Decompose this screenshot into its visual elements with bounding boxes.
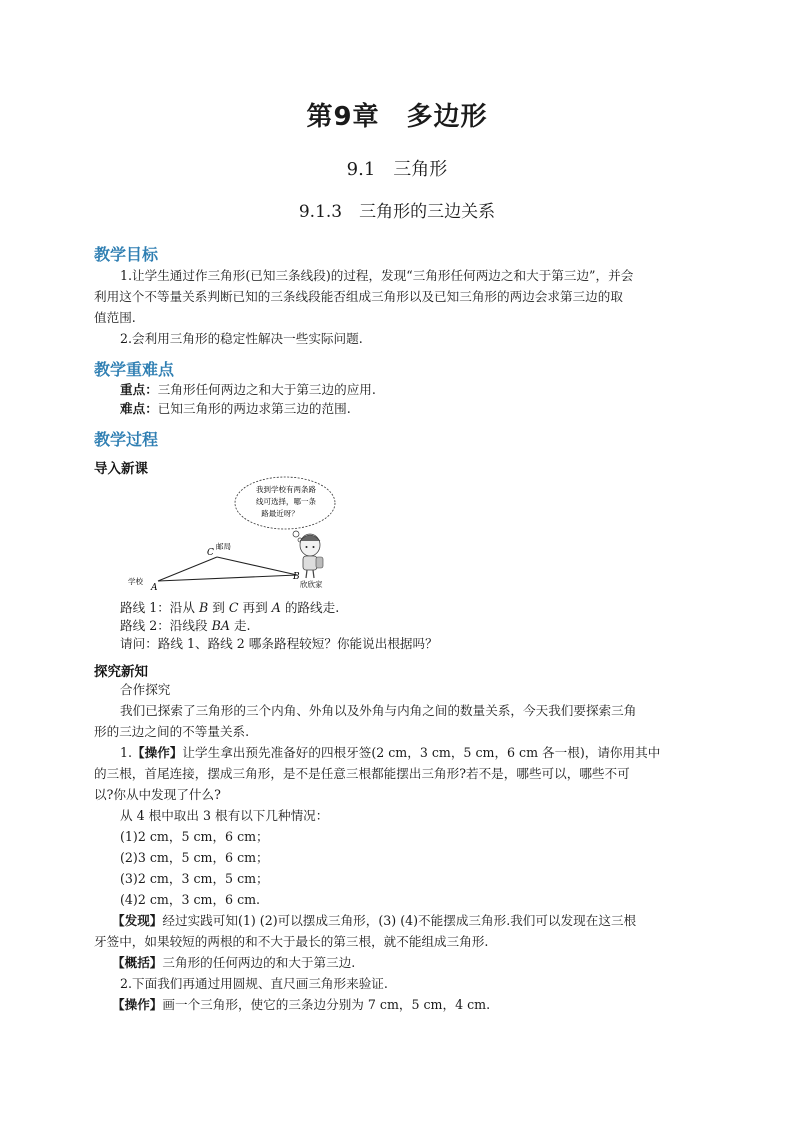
- point-B-place: 欣欣家: [300, 580, 323, 589]
- op2-line: [112, 994, 718, 1015]
- explore-heading: 探究新知: [94, 664, 148, 680]
- op1-number: 1.: [120, 745, 133, 760]
- cases-intro: 从 4 根中取出 3 根有以下几种情况：: [120, 808, 329, 823]
- point-A-label: A: [151, 583, 158, 593]
- discover-line2: 牙签中，如果较短的两根的和不大于最长的第三根，就不能组成三角形.: [94, 934, 489, 949]
- child-illustration: [300, 534, 323, 578]
- summary-tag: 【概括】: [112, 955, 163, 970]
- point-C-place: 邮局: [216, 542, 231, 551]
- route1-prefix: 路线 1：沿从: [120, 600, 199, 615]
- focus-line: [120, 379, 726, 400]
- difficulty-text: 已知三角形的两边求第三边的范围.: [157, 401, 351, 416]
- bubble-line2: 线可选择，哪一条: [256, 497, 316, 506]
- route2-prefix: 路线 2：沿线段: [120, 618, 212, 633]
- route2-suffix: 走.: [229, 618, 251, 633]
- key-points-heading: 教学重难点: [94, 360, 175, 379]
- p1-line2: 形的三边之间的不等量关系.: [94, 724, 250, 739]
- subsection-title: 9.1.3 三角形的三边关系: [298, 202, 496, 222]
- p1-line1: 我们已探索了三角形的三个内角、外角以及外角与内角之间的数量关系，今天我们要探索三角: [120, 703, 637, 718]
- focus-label: 重点：: [120, 382, 158, 397]
- route1-point-A: A: [271, 600, 281, 615]
- chapter-title: 第9章 多边形: [306, 102, 488, 132]
- op2-tag: 【操作】: [112, 997, 163, 1012]
- process-heading: 教学过程: [94, 430, 159, 449]
- discover-text: 经过实践可知(1) (2)可以摆成三角形，(3) (4)不能摆成三角形.我们可以发现在这三根: [162, 913, 637, 928]
- case2: (2)3 cm，5 cm，6 cm；: [120, 850, 269, 865]
- p2-line: 2.下面我们再通过用圆规、直尺画三角形来验证.: [120, 976, 388, 991]
- op1-line2: 的三根，首尾连接，摆成三角形，是不是任意三根都能摆出三角形?若不是，哪些可以，哪些不可: [94, 766, 630, 781]
- case3: (3)2 cm，3 cm，5 cm；: [120, 871, 269, 886]
- route1-mid2: 再到: [238, 600, 272, 615]
- route1-mid1: 到: [208, 600, 229, 615]
- focus-text: 三角形任何两边之和大于第三边的应用.: [157, 382, 376, 397]
- route1-point-B: B: [199, 600, 209, 615]
- op2-text: 画一个三角形，使它的三条边分别为 7 cm，5 cm，4 cm.: [162, 997, 491, 1012]
- route-question: 请问：路线 1、路线 2 哪条路程较短？你能说出根据吗？: [120, 636, 438, 651]
- summary-line: [112, 952, 718, 973]
- discover-tag: 【发现】: [112, 913, 163, 928]
- op1-text: 让学生拿出预先准备好的四根牙签(2 cm，3 cm，5 cm，6 cm 各一根)，请你用其中: [182, 745, 661, 760]
- difficulty-label: 难点：: [120, 401, 158, 416]
- discover-line1: [112, 910, 718, 931]
- route1-suffix: 的路线走.: [280, 600, 340, 615]
- route2-segment-BA: BA: [211, 618, 230, 633]
- op1-tag: 【操作】: [132, 745, 183, 760]
- goals-item2: 2.会利用三角形的稳定性解决一些实际问题.: [120, 331, 363, 346]
- difficulty-line: [120, 398, 726, 419]
- goals-item1-line3: 值范围.: [94, 310, 136, 325]
- goals-heading: 教学目标: [94, 245, 159, 264]
- op1-line3: 以?你从中发现了什么?: [94, 787, 221, 802]
- point-C-label: C: [207, 548, 214, 558]
- goals-item1-line1: 1.让学生通过作三角形(已知三条线段)的过程，发现“三角形任何两边之和大于第三边”，并会: [120, 268, 634, 283]
- bubble-line3: 路最近呀？: [261, 509, 299, 518]
- route-triangle: [158, 557, 297, 581]
- route1-point-C: C: [228, 600, 239, 615]
- point-A-place: 学校: [128, 577, 143, 586]
- intro-heading: 导入新课: [94, 461, 148, 477]
- point-B-label: B: [293, 572, 300, 582]
- op1-line1: [120, 742, 726, 763]
- route-figure: [120, 475, 360, 595]
- thought-bubble: [235, 477, 335, 542]
- case1: (1)2 cm，5 cm，6 cm；: [120, 829, 269, 844]
- case4: (4)2 cm，3 cm，6 cm.: [120, 892, 261, 907]
- bubble-line1: 我到学校有两条路: [256, 485, 316, 494]
- section-title: 9.1 三角形: [346, 159, 448, 180]
- coop-label: 合作探究: [120, 682, 171, 697]
- summary-text: 三角形的任何两边的和大于第三边.: [162, 955, 356, 970]
- goals-item1-line2: 利用这个不等量关系判断已知的三条线段能否组成三角形以及已知三角形的两边会求第三边的取: [94, 289, 623, 304]
